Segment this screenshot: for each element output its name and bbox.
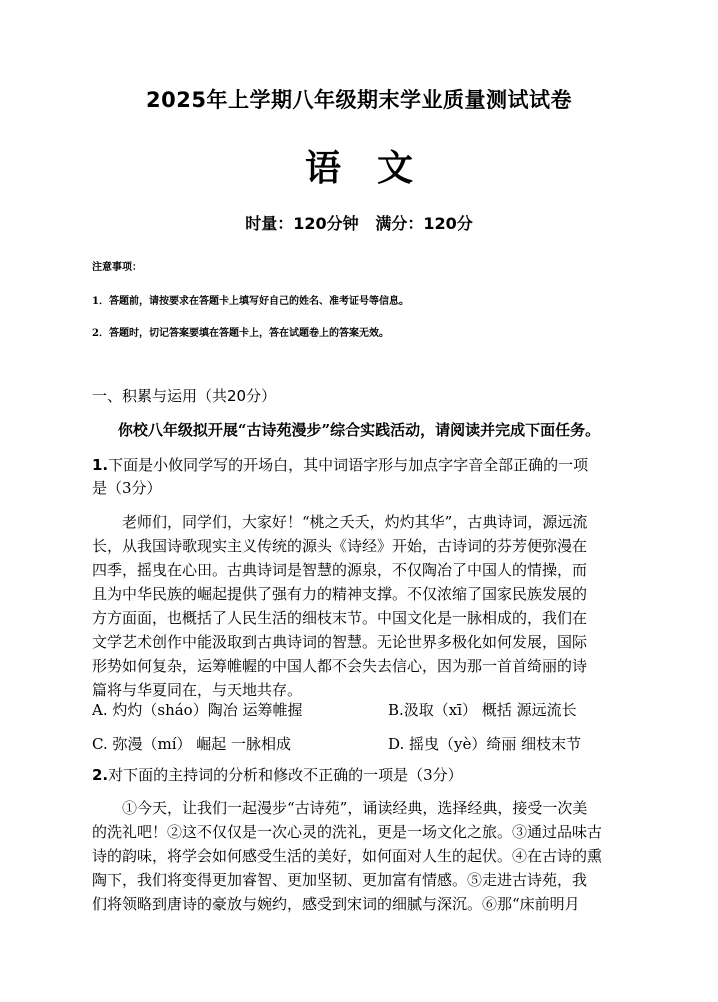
passage-line: 四季，摇曳在心田。古典诗词是智慧的源泉，不仅陶冶了中国人的情操，而 bbox=[92, 561, 588, 579]
time-and-score: 时量：120分钟 满分：120分 bbox=[245, 214, 473, 233]
question-number: 1. bbox=[92, 456, 109, 474]
subject-heading: 语文 bbox=[304, 148, 449, 189]
question-stem-line: 下面是小攸同学写的开场白，其中词语字形与加点字字音全部正确的一项 bbox=[108, 456, 589, 474]
passage-line: 文学艺术创作中能汲取到古典诗词的智慧。无论世界多极化如何发展，国际 bbox=[92, 633, 588, 651]
note-item: 1．答题前，请按要求在答题卡上填写好自己的姓名、准考证号等信息。 bbox=[92, 296, 409, 307]
option-a: A. 灼灼（sháo）陶冶 运筹帷握 bbox=[92, 701, 303, 719]
question-2-stem bbox=[92, 764, 463, 785]
exam-title: 2025年上学期八年级期末学业质量测试试卷 bbox=[146, 88, 572, 112]
option-d: D. 摇曳（yè）绮丽 细枝末节 bbox=[388, 735, 582, 753]
passage-line: 诗的韵味，将学会如何感受生活的美好，如何面对人生的起伏。④在古诗的熏 bbox=[92, 847, 603, 865]
section-intro: 你校八年级拟开展“古诗苑漫步”综合实践活动，请阅读并完成下面任务。 bbox=[117, 421, 601, 439]
passage-line: 方方面面，也概括了人民生活的细枝末节。中国文化是一脉相成的，我们在 bbox=[92, 609, 588, 627]
passage-line: 篇将与华夏同在，与天地共存。 bbox=[92, 681, 303, 699]
passage-line: 且为中华民族的崛起提供了强有力的精神支撑。不仅浓缩了国家民族发展的 bbox=[92, 585, 588, 603]
passage-line: 长，从我国诗歌现实主义传统的源头《诗经》开始，古诗词的芬芳便弥漫在 bbox=[92, 537, 588, 555]
passage-line: 形势如何复杂，运筹帷幄的中国人都不会失去信心，因为那一首首绮丽的诗 bbox=[92, 657, 588, 675]
passage-line: 陶下，我们将变得更加睿智、更加坚韧、更加富有情感。⑤走进古诗苑，我 bbox=[92, 871, 588, 889]
section-heading: 一、积累与运用（共20分） bbox=[92, 387, 277, 405]
option-c: C. 弥漫（mí） 崛起 一脉相成 bbox=[92, 735, 292, 753]
passage-line: ①今天，让我们一起漫步“古诗苑”，诵读经典，选择经典，接受一次美 bbox=[122, 799, 588, 817]
question-stem-line: 是（3分） bbox=[92, 479, 162, 497]
passage-line: 的洗礼吧！②这不仅仅是一次心灵的洗礼，更是一场文化之旅。③通过品味古 bbox=[92, 823, 603, 841]
note-item: 2．答题时，切记答案要填在答题卡上，答在试题卷上的答案无效。 bbox=[92, 328, 389, 339]
passage-line: 老师们，同学们，大家好！“桃之夭夭，灼灼其华”，古典诗词，源远流 bbox=[122, 513, 588, 531]
passage-line: 们将领略到唐诗的豪放与婉约，感受到宋词的细腻与深沉。⑥那“床前明月 bbox=[92, 895, 580, 913]
question-number: 2. bbox=[92, 766, 109, 784]
question-1-stem bbox=[92, 454, 588, 475]
option-b: B.汲取（xī） 概括 源远流长 bbox=[388, 701, 577, 719]
notes-title: 注意事项： bbox=[92, 262, 142, 273]
question-stem-line: 对下面的主持词的分析和修改不正确的一项是（3分） bbox=[108, 766, 463, 784]
